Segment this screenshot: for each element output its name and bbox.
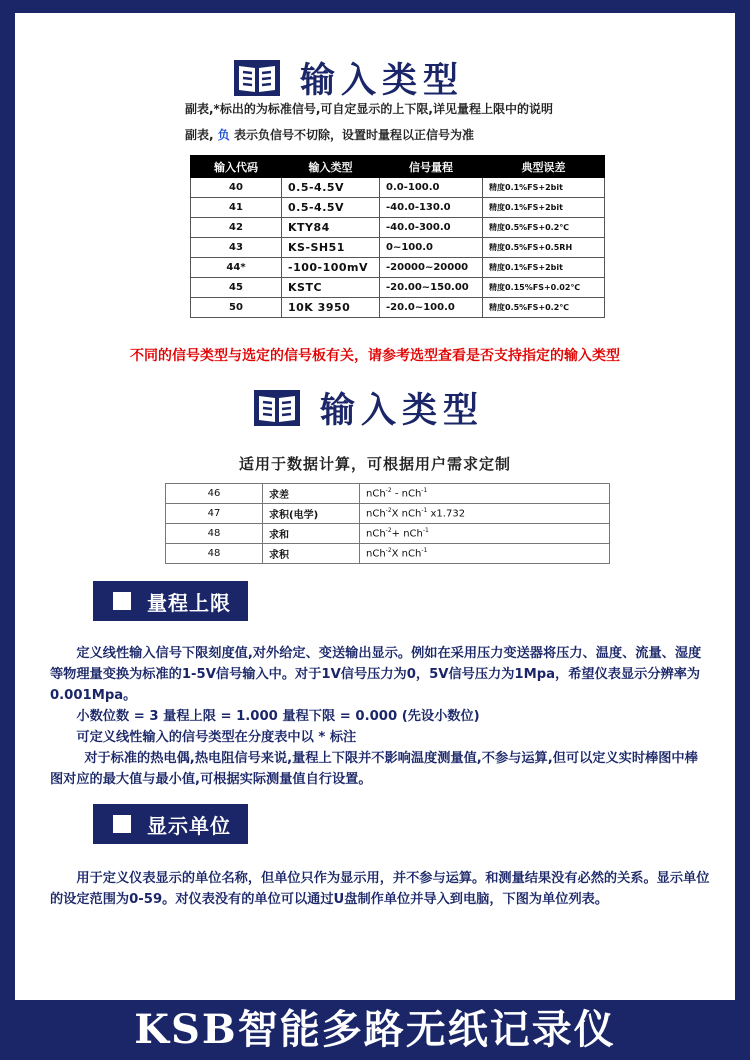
cell-formula (360, 504, 610, 524)
calc-subtitle: 适用于数据计算，可根据用户需求定制 (238, 455, 511, 473)
cell-code: 44* (191, 258, 282, 278)
formula-text: nCh (366, 548, 386, 560)
note-negative-signal (185, 126, 474, 143)
cell-type: -100-100mV (282, 258, 380, 278)
input-type-table (190, 155, 605, 318)
note-suffix: 表示负信号不切除，设置时量程以正信号为准 (229, 128, 474, 142)
formula-text: nCh (366, 528, 386, 540)
table-row (166, 504, 610, 524)
formula-text: X nCh (391, 548, 422, 560)
table-row (191, 298, 605, 318)
formula-exponent: -1 (422, 527, 429, 535)
range-line-2: 小数位数 = 3 量程上限 = 1.000 量程下限 = 0.000 (先设小数位) (76, 709, 480, 724)
section-heading-calc-type (254, 383, 484, 433)
cell-range: 0~100.0 (380, 238, 483, 258)
calc-type-table (165, 483, 610, 564)
cell-range: -40.0-300.0 (380, 218, 483, 238)
cell-code: 46 (166, 484, 263, 504)
formula-exponent: -2 (385, 487, 392, 495)
cell-code: 48 (166, 544, 263, 564)
formula-text: nCh (366, 508, 386, 520)
book-icon (254, 388, 300, 428)
range-line-4: 对于标准的热电偶,热电阻信号来说,量程上下限并不影响温度测量值,不参与运算,但可以定义实时棒图中棒图对应的最大值与最小值,可根据实际测量值自行设置。 (50, 751, 698, 787)
header-code: 输入代码 (191, 156, 282, 178)
header-error: 典型误差 (483, 156, 605, 178)
range-description (50, 643, 710, 790)
table-row (191, 238, 605, 258)
table-row (166, 484, 610, 504)
table-row (191, 258, 605, 278)
formula-exponent: -1 (421, 507, 428, 515)
unit-section-header (93, 804, 248, 844)
formula-text: X nCh (391, 508, 422, 520)
range-line-1: 定义线性输入信号下限刻度值,对外给定、变送输出显示。例如在采用压力变送器将压力、温度、流量、湿度等物理量变换为标准的1-5V信号输入中。对于1V信号压力为0，5V信号压力为1Mpa，希望仪表显示分辨率为0.001Mpa。 (50, 646, 702, 703)
table-row (191, 198, 605, 218)
cell-code: 41 (191, 198, 282, 218)
cell-error: 精度0.15%FS+0.02℃ (483, 278, 605, 298)
cell-code: 42 (191, 218, 282, 238)
cell-code: 48 (166, 524, 263, 544)
cell-type: KSTC (282, 278, 380, 298)
cell-error: 精度0.1%FS+2bit (483, 258, 605, 278)
cell-formula (360, 524, 610, 544)
cell-code: 45 (191, 278, 282, 298)
note-standard-signal: 副表,*标出的为标准信号,可自定显示的上下限,详见量程上限中的说明 (185, 102, 553, 116)
book-icon (234, 58, 280, 98)
table-row (191, 278, 605, 298)
cell-range: -20.0~100.0 (380, 298, 483, 318)
cell-type: 10K 3950 (282, 298, 380, 318)
cell-name: 求差 (263, 484, 360, 504)
table-row (166, 544, 610, 564)
table-row (191, 218, 605, 238)
cell-formula (360, 544, 610, 564)
note-prefix: 副表, (185, 128, 218, 142)
cell-type: KS-SH51 (282, 238, 380, 258)
cell-code: 43 (191, 238, 282, 258)
note-highlight: 负 (217, 128, 230, 142)
range-section-title: 量程上限 (147, 590, 231, 615)
cell-error: 精度0.1%FS+2bit (483, 198, 605, 218)
cell-range: -20.00~150.00 (380, 278, 483, 298)
formula-text: - nCh (391, 488, 422, 500)
cell-range: -20000~20000 (380, 258, 483, 278)
cell-error: 精度0.1%FS+2bit (483, 178, 605, 198)
range-line-3: 可定义线性输入的信号类型在分度表中以 * 标注 (76, 730, 357, 745)
header-type: 输入类型 (282, 156, 380, 178)
cell-error: 精度0.5%FS+0.2℃ (483, 298, 605, 318)
section-title: 输入类型 (300, 61, 465, 101)
table-header-row (191, 156, 605, 178)
section-heading-input-type (234, 53, 464, 103)
cell-range: -40.0-130.0 (380, 198, 483, 218)
footer-banner: KSB智能多路无纸记录仪 (134, 1006, 616, 1053)
range-section-header (93, 581, 248, 621)
cell-error: 精度0.5%FS+0.5RH (483, 238, 605, 258)
unit-description (50, 868, 710, 910)
formula-exponent: -1 (421, 547, 428, 555)
formula-exponent: -2 (385, 507, 392, 515)
table-row (166, 524, 610, 544)
formula-text: x1.732 (427, 508, 466, 520)
cell-type: 0.5-4.5V (282, 198, 380, 218)
cell-type: 0.5-4.5V (282, 178, 380, 198)
cell-name: 求积(电学) (263, 504, 360, 524)
document-page (15, 13, 735, 1000)
section-title: 输入类型 (320, 391, 485, 431)
cell-code: 47 (166, 504, 263, 524)
formula-exponent: -1 (421, 487, 428, 495)
table-row (191, 178, 605, 198)
formula-exponent: -2 (385, 527, 392, 535)
header-range: 信号量程 (380, 156, 483, 178)
cell-code: 50 (191, 298, 282, 318)
unit-section-title: 显示单位 (147, 813, 231, 838)
cell-name: 求积 (263, 544, 360, 564)
square-icon (113, 592, 131, 610)
formula-text: + nCh (391, 528, 423, 540)
square-icon (113, 815, 131, 833)
cell-formula (360, 484, 610, 504)
cell-type: KTY84 (282, 218, 380, 238)
formula-exponent: -2 (385, 547, 392, 555)
cell-error: 精度0.5%FS+0.2℃ (483, 218, 605, 238)
unit-text: 用于定义仪表显示的单位名称，但单位只作为显示用，并不参与运算。和测量结果没有必然的关系。显示单位的设定范围为0-59。对仪表没有的单位可以通过U盘制作单位并导入到电脑，下图为单位列表。 (50, 871, 710, 907)
cell-code: 40 (191, 178, 282, 198)
cell-name: 求和 (263, 524, 360, 544)
formula-text: nCh (366, 488, 386, 500)
compatibility-warning: 不同的信号类型与选定的信号板有关，请参考选型查看是否支持指定的输入类型 (130, 348, 620, 364)
cell-range: 0.0-100.0 (380, 178, 483, 198)
